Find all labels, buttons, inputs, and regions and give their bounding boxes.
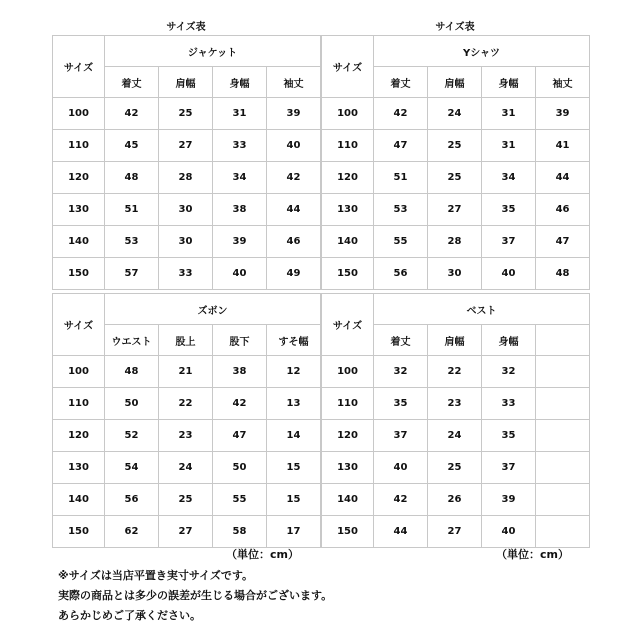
table-row [322, 226, 590, 258]
size-header-cell: サイズ [322, 36, 374, 98]
garment-header-cell: Yシャツ [374, 36, 590, 67]
value-cell: 27 [159, 130, 213, 162]
value-cell: 24 [428, 420, 482, 452]
size-header-cell: サイズ [322, 294, 374, 356]
value-cell: 54 [105, 452, 159, 484]
size-cell: 130 [53, 452, 105, 484]
value-cell: 37 [374, 420, 428, 452]
value-cell: 30 [428, 258, 482, 290]
size-cell: 120 [322, 162, 374, 194]
size-cell: 110 [322, 130, 374, 162]
value-cell [536, 420, 590, 452]
value-cell: 52 [105, 420, 159, 452]
header-row [53, 294, 321, 325]
column-header-cell: 袖丈 [267, 67, 321, 98]
value-cell: 45 [105, 130, 159, 162]
value-cell: 55 [213, 484, 267, 516]
value-cell: 14 [267, 420, 321, 452]
value-cell: 44 [374, 516, 428, 548]
value-cell: 25 [428, 162, 482, 194]
size-header-cell: サイズ [53, 36, 105, 98]
value-cell: 17 [267, 516, 321, 548]
value-cell: 33 [159, 258, 213, 290]
value-cell: 12 [267, 356, 321, 388]
value-cell: 57 [105, 258, 159, 290]
value-cell: 25 [159, 484, 213, 516]
table-row [53, 130, 321, 162]
value-cell: 46 [267, 226, 321, 258]
value-cell: 37 [482, 226, 536, 258]
value-cell: 27 [428, 516, 482, 548]
table-row [322, 98, 590, 130]
value-cell: 15 [267, 484, 321, 516]
value-cell: 30 [159, 226, 213, 258]
value-cell: 48 [105, 356, 159, 388]
value-cell: 42 [105, 98, 159, 130]
value-cell: 42 [267, 162, 321, 194]
table-row [322, 258, 590, 290]
size-header-cell: サイズ [53, 294, 105, 356]
value-cell: 15 [267, 452, 321, 484]
table-row [53, 420, 321, 452]
value-cell: 23 [428, 388, 482, 420]
value-cell: 62 [105, 516, 159, 548]
value-cell: 32 [374, 356, 428, 388]
table-row [53, 162, 321, 194]
value-cell: 24 [159, 452, 213, 484]
table-row [53, 356, 321, 388]
column-header-cell: 身幅 [482, 325, 536, 356]
value-cell: 38 [213, 194, 267, 226]
value-cell: 42 [213, 388, 267, 420]
value-cell: 41 [536, 130, 590, 162]
value-cell [536, 516, 590, 548]
size-cell: 110 [322, 388, 374, 420]
value-cell: 31 [482, 98, 536, 130]
jacket-size-table [52, 35, 321, 290]
size-cell: 120 [322, 420, 374, 452]
table-row [322, 420, 590, 452]
column-header-cell: 身幅 [213, 67, 267, 98]
column-header-cell: すそ幅 [267, 325, 321, 356]
value-cell: 34 [482, 162, 536, 194]
value-cell: 31 [213, 98, 267, 130]
value-cell: 40 [213, 258, 267, 290]
caption-shirt-table: サイズ表 [435, 22, 475, 33]
column-header-cell: 肩幅 [159, 67, 213, 98]
value-cell: 40 [374, 452, 428, 484]
value-cell: 28 [428, 226, 482, 258]
value-cell: 38 [213, 356, 267, 388]
column-header-cell: 袖丈 [536, 67, 590, 98]
size-cell: 140 [322, 484, 374, 516]
value-cell [536, 484, 590, 516]
size-cell: 150 [53, 516, 105, 548]
value-cell: 27 [428, 194, 482, 226]
value-cell: 56 [374, 258, 428, 290]
table-row [53, 258, 321, 290]
column-header-cell: 着丈 [374, 325, 428, 356]
value-cell: 50 [213, 452, 267, 484]
value-cell: 53 [374, 194, 428, 226]
value-cell: 47 [213, 420, 267, 452]
size-cell: 100 [53, 98, 105, 130]
table-row [53, 194, 321, 226]
size-cell: 100 [322, 98, 374, 130]
column-header-cell: 着丈 [105, 67, 159, 98]
column-header-cell: 身幅 [482, 67, 536, 98]
value-cell: 32 [482, 356, 536, 388]
size-cell: 150 [322, 258, 374, 290]
value-cell: 27 [159, 516, 213, 548]
pants-size-table [52, 293, 321, 548]
table-row [53, 516, 321, 548]
table-row [322, 516, 590, 548]
column-header-cell: 肩幅 [428, 67, 482, 98]
value-cell: 51 [374, 162, 428, 194]
note-line: ※サイズは当店平置き実寸サイズです。 [58, 569, 254, 582]
value-cell: 51 [105, 194, 159, 226]
header-row [322, 294, 590, 325]
value-cell [536, 356, 590, 388]
value-cell: 25 [428, 452, 482, 484]
value-cell: 40 [482, 258, 536, 290]
value-cell: 48 [536, 258, 590, 290]
value-cell: 53 [105, 226, 159, 258]
value-cell [536, 388, 590, 420]
column-header-cell: 股下 [213, 325, 267, 356]
size-cell: 110 [53, 388, 105, 420]
header-row [53, 36, 321, 67]
column-header-cell [536, 325, 590, 356]
size-cell: 130 [322, 194, 374, 226]
table-row [322, 484, 590, 516]
table-row [322, 194, 590, 226]
table-row [53, 452, 321, 484]
table-row [322, 162, 590, 194]
value-cell: 39 [267, 98, 321, 130]
value-cell: 46 [536, 194, 590, 226]
value-cell: 31 [482, 130, 536, 162]
value-cell: 42 [374, 484, 428, 516]
value-cell: 58 [213, 516, 267, 548]
size-cell: 100 [53, 356, 105, 388]
value-cell: 44 [267, 194, 321, 226]
value-cell: 35 [482, 194, 536, 226]
value-cell: 37 [482, 452, 536, 484]
value-cell [536, 452, 590, 484]
table-row [322, 130, 590, 162]
size-cell: 120 [53, 420, 105, 452]
value-cell: 55 [374, 226, 428, 258]
size-cell: 150 [53, 258, 105, 290]
garment-header-cell: ジャケット [105, 36, 321, 67]
value-cell: 33 [482, 388, 536, 420]
size-cell: 140 [53, 484, 105, 516]
column-header-cell: 肩幅 [428, 325, 482, 356]
value-cell: 48 [105, 162, 159, 194]
value-cell: 25 [428, 130, 482, 162]
value-cell: 35 [374, 388, 428, 420]
column-header-cell: ウエスト [105, 325, 159, 356]
column-header-cell: 股上 [159, 325, 213, 356]
value-cell: 44 [536, 162, 590, 194]
size-cell: 130 [322, 452, 374, 484]
value-cell: 28 [159, 162, 213, 194]
value-cell: 25 [159, 98, 213, 130]
table-row [53, 98, 321, 130]
table-row [53, 226, 321, 258]
garment-header-cell: ズボン [105, 294, 321, 325]
garment-header-cell: ベスト [374, 294, 590, 325]
value-cell: 23 [159, 420, 213, 452]
value-cell: 50 [105, 388, 159, 420]
header-row [322, 36, 590, 67]
value-cell: 26 [428, 484, 482, 516]
value-cell: 42 [374, 98, 428, 130]
caption-jacket-table: サイズ表 [166, 22, 206, 33]
value-cell: 21 [159, 356, 213, 388]
vest-size-table [321, 293, 590, 548]
value-cell: 35 [482, 420, 536, 452]
value-cell: 22 [428, 356, 482, 388]
note-line: あらかじめご了承ください。 [58, 609, 201, 622]
value-cell: 47 [374, 130, 428, 162]
table-row [322, 356, 590, 388]
unit-label-right: （単位：cm） [496, 548, 569, 561]
size-cell: 120 [53, 162, 105, 194]
size-cell: 100 [322, 356, 374, 388]
value-cell: 40 [267, 130, 321, 162]
value-cell: 34 [213, 162, 267, 194]
size-cell: 140 [53, 226, 105, 258]
value-cell: 39 [213, 226, 267, 258]
table-row [322, 452, 590, 484]
notes-block [58, 566, 332, 626]
shirt-size-table [321, 35, 590, 290]
value-cell: 56 [105, 484, 159, 516]
value-cell: 49 [267, 258, 321, 290]
value-cell: 22 [159, 388, 213, 420]
table-row [53, 388, 321, 420]
size-cell: 110 [53, 130, 105, 162]
table-row [53, 484, 321, 516]
size-cell: 150 [322, 516, 374, 548]
table-row [322, 388, 590, 420]
value-cell: 24 [428, 98, 482, 130]
unit-label-left: （単位：cm） [226, 548, 299, 561]
size-cell: 140 [322, 226, 374, 258]
column-header-cell: 着丈 [374, 67, 428, 98]
value-cell: 33 [213, 130, 267, 162]
value-cell: 40 [482, 516, 536, 548]
note-line: 実際の商品とは多少の誤差が生じる場合がございます。 [58, 589, 333, 602]
value-cell: 13 [267, 388, 321, 420]
value-cell: 30 [159, 194, 213, 226]
value-cell: 39 [536, 98, 590, 130]
value-cell: 47 [536, 226, 590, 258]
value-cell: 39 [482, 484, 536, 516]
size-cell: 130 [53, 194, 105, 226]
